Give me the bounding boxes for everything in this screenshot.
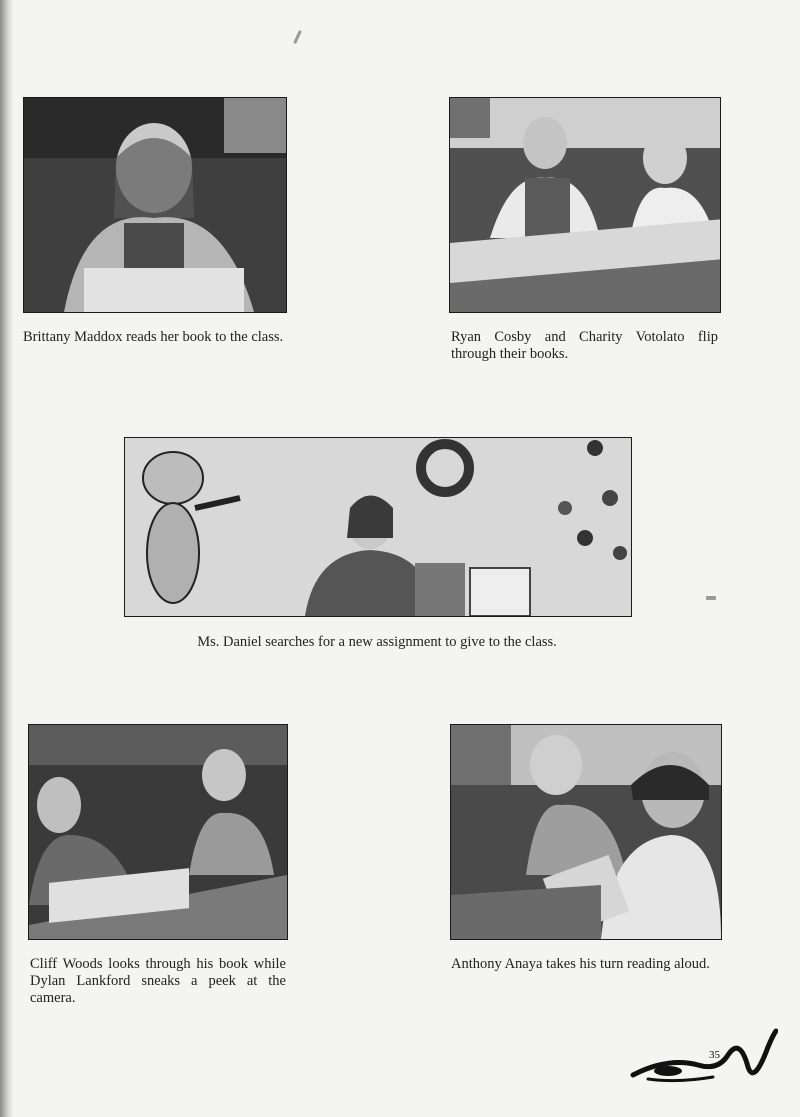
caption-ms-daniel: Ms. Daniel searches for a new assignment to give to the class.: [197, 634, 557, 650]
print-speck: [293, 30, 302, 44]
photo-anthony-anaya: [450, 724, 722, 940]
caption-cliff-dylan: Cliff Woods looks through his book while Dylan Lankford sneaks a peek at the camera.: [30, 956, 286, 1006]
caption-ryan-charity: Ryan Cosby and Charity Votolato flip through their books.: [451, 329, 718, 362]
caption-brittany-maddox: Brittany Maddox reads her book to the class.: [23, 329, 284, 345]
caption-anthony-anaya: Anthony Anaya takes his turn reading aloud.: [451, 956, 710, 972]
page-number: 35: [709, 1049, 720, 1061]
page-gutter-shadow: [0, 0, 14, 1117]
photo-brittany-maddox: [23, 97, 287, 313]
photo-ryan-charity: [449, 97, 721, 313]
photo-cliff-dylan: [28, 724, 288, 940]
photo-ms-daniel: [124, 437, 632, 617]
print-speck: [706, 596, 716, 600]
decorative-brush-swoosh: [628, 1027, 778, 1087]
